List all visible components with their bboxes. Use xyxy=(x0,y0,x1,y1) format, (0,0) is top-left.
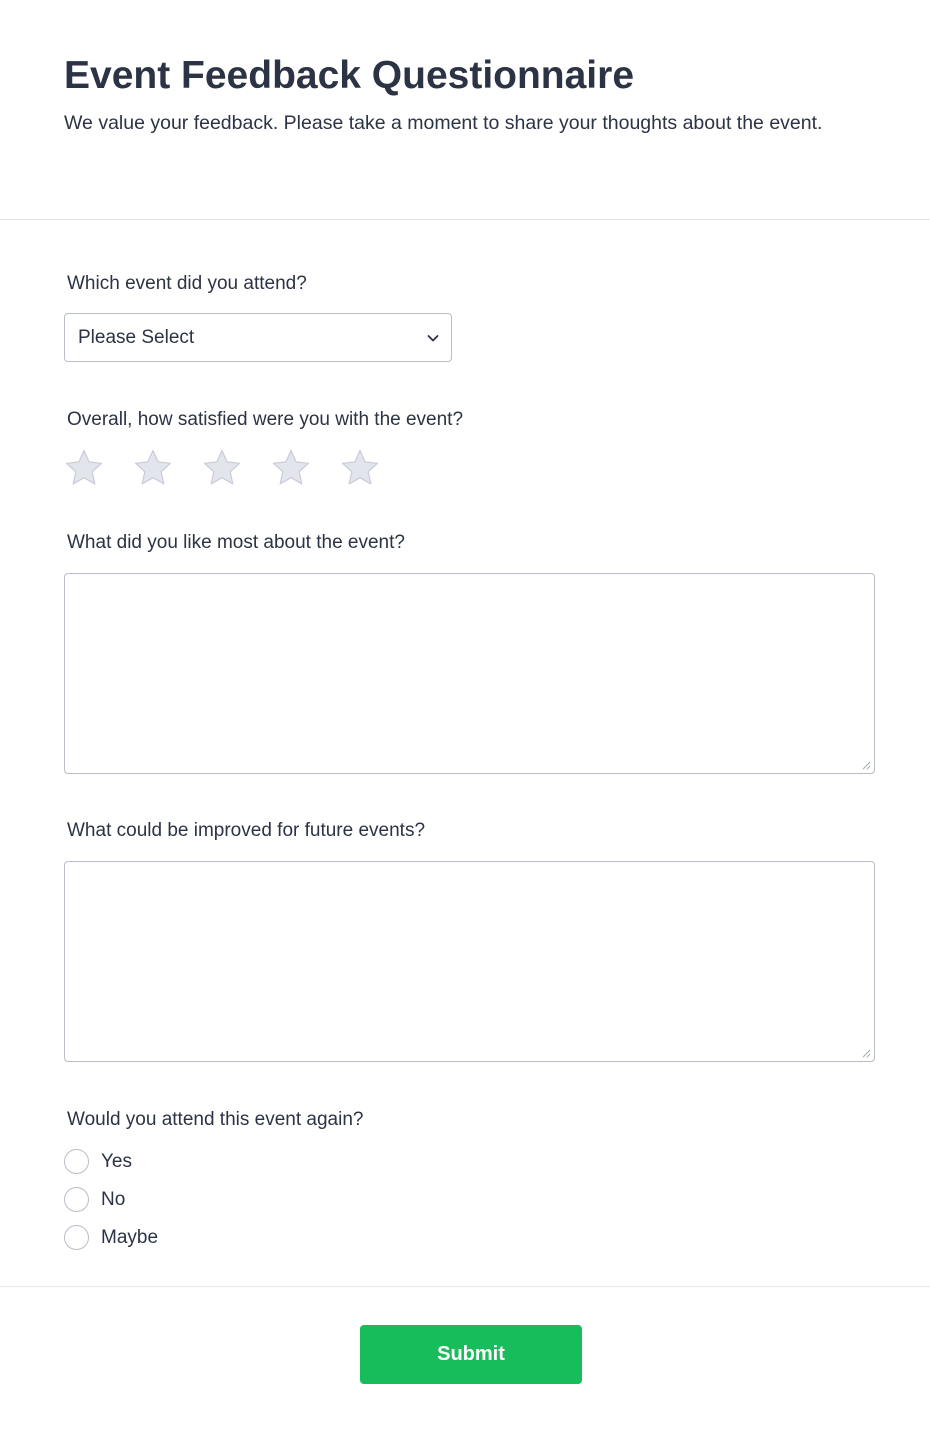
star-icon[interactable] xyxy=(271,448,311,488)
star-rating xyxy=(64,448,394,488)
star-icon[interactable] xyxy=(133,448,173,488)
radio-label: Maybe xyxy=(101,1227,159,1248)
event-select[interactable] xyxy=(64,313,452,362)
liked-textarea[interactable] xyxy=(64,573,875,774)
event-question-label: Which event did you attend? xyxy=(67,273,307,294)
satisfaction-question-label: Overall, how satisfied were you with the event? xyxy=(67,409,464,430)
star-icon[interactable] xyxy=(202,448,242,488)
resize-handle-icon[interactable] xyxy=(861,1048,871,1058)
radio-button[interactable] xyxy=(64,1225,89,1250)
improve-textarea[interactable] xyxy=(64,861,875,1062)
page-subtitle: We value your feedback. Please take a moment to share your thoughts about the event. xyxy=(64,112,823,134)
resize-handle-icon[interactable] xyxy=(861,760,871,770)
radio-button[interactable] xyxy=(64,1149,89,1174)
star-icon[interactable] xyxy=(64,448,104,488)
radio-option-yes[interactable] xyxy=(64,1149,264,1175)
radio-label: Yes xyxy=(101,1151,132,1172)
radio-label: No xyxy=(101,1189,126,1210)
event-select-value: Please Select xyxy=(78,327,195,348)
attend-again-question-label: Would you attend this event again? xyxy=(67,1109,364,1130)
form-header xyxy=(0,0,930,220)
footer-divider xyxy=(0,1286,930,1287)
page-title: Event Feedback Questionnaire xyxy=(64,54,635,97)
radio-option-maybe[interactable] xyxy=(64,1225,264,1251)
star-icon[interactable] xyxy=(340,448,380,488)
improve-question-label: What could be improved for future events? xyxy=(67,820,426,841)
liked-question-label: What did you like most about the event? xyxy=(67,532,405,553)
radio-option-no[interactable] xyxy=(64,1187,264,1213)
chevron-down-icon xyxy=(426,331,440,345)
radio-button[interactable] xyxy=(64,1187,89,1212)
submit-button[interactable]: Submit xyxy=(360,1325,582,1384)
